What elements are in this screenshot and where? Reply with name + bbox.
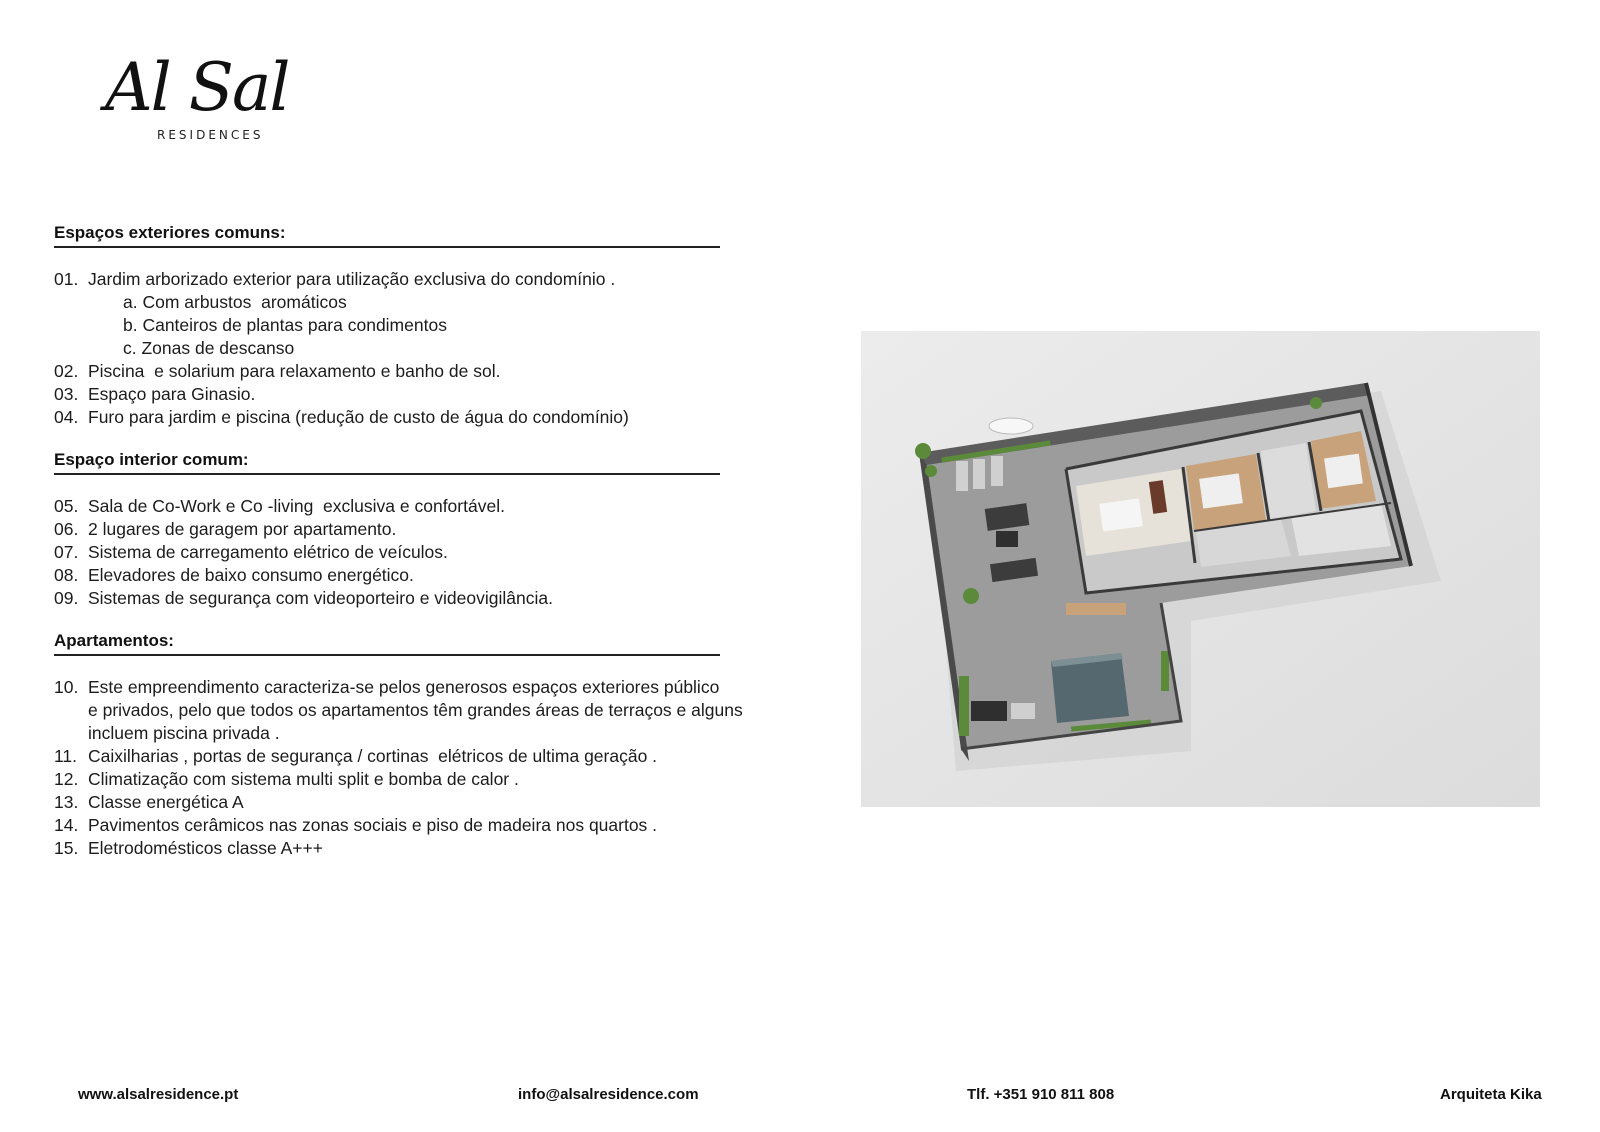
item-number: 14. [54, 815, 79, 835]
list-item [54, 518, 814, 541]
section-title-exteriores: Espaços exteriores comuns: [54, 222, 720, 248]
list-item [54, 564, 814, 587]
list-item [54, 360, 814, 383]
item-number: 12. [54, 769, 79, 789]
item-text: Sistema de carregamento elétrico de veículos. [88, 542, 448, 562]
sub-item: a. Com arbustos aromáticos [123, 292, 347, 312]
item-text: Espaço para Ginasio. [88, 384, 256, 404]
list-item [54, 268, 814, 291]
item-text: Jardim arborizado exterior para utilização exclusiva do condomínio . [88, 269, 616, 289]
list-item [54, 383, 814, 406]
footer-phone: Tlf. +351 910 811 808 [967, 1086, 1115, 1103]
list-item [54, 406, 814, 429]
list-item [54, 814, 814, 837]
brand-logo [105, 38, 289, 148]
item-text: Caixilharias , portas de segurança / cortinas elétricos de ultima geração . [88, 746, 658, 766]
item-number: 07. [54, 542, 79, 562]
list-item [54, 745, 814, 768]
footer-email-link[interactable]: info@alsalresidence.com [518, 1086, 699, 1103]
logo-subtitle: RESIDENCES [157, 128, 264, 142]
item-text: Este empreendimento caracteriza-se pelos generosos espaços exteriores público e privados, pelo que todos os apartamentos têm grandes áreas de terraços e alguns incluem piscina privada . [88, 677, 743, 743]
item-number: 02. [54, 361, 79, 381]
list-item [54, 587, 814, 610]
item-text: Eletrodomésticos classe A+++ [88, 838, 323, 858]
logo-wordmark: Al Sal [105, 49, 289, 126]
list-item [54, 768, 814, 791]
sub-item: c. Zonas de descanso [123, 338, 295, 358]
item-text: Furo para jardim e piscina (redução de custo de água do condomínio) [88, 407, 629, 427]
item-text: Sistemas de segurança com videoporteiro e videovigilância. [88, 588, 553, 608]
section-list-exteriores [54, 268, 814, 429]
sub-item: b. Canteiros de plantas para condimentos [123, 315, 447, 335]
list-item [54, 541, 814, 564]
item-text: Pavimentos cerâmicos nas zonas sociais e piso de madeira nos quartos . [88, 815, 658, 835]
item-number: 15. [54, 838, 79, 858]
item-number: 11. [54, 746, 78, 766]
item-text: Elevadores de baixo consumo energético. [88, 565, 414, 585]
list-item [54, 676, 814, 745]
section-title-interior: Espaço interior comum: [54, 449, 720, 475]
item-number: 05. [54, 496, 79, 516]
item-number: 06. [54, 519, 79, 539]
section-list-apartamentos [54, 676, 814, 860]
item-number: 03. [54, 384, 79, 404]
section-title-apartamentos: Apartamentos: [54, 630, 720, 656]
features-document [54, 222, 814, 880]
item-text: 2 lugares de garagem por apartamento. [88, 519, 397, 539]
list-item [54, 791, 814, 814]
floor-plan-render [861, 331, 1540, 807]
footer-architect: Arquiteta Kika [1440, 1086, 1542, 1103]
item-number: 01. [54, 269, 79, 289]
item-number: 10. [54, 677, 79, 697]
item-number: 08. [54, 565, 79, 585]
list-item [54, 495, 814, 518]
item-number: 13. [54, 792, 79, 812]
item-text: Piscina e solarium para relaxamento e banho de sol. [88, 361, 501, 381]
item-number: 04. [54, 407, 79, 427]
item-text: Climatização com sistema multi split e bomba de calor . [88, 769, 519, 789]
footer-website-link[interactable]: www.alsalresidence.pt [78, 1086, 239, 1103]
list-item [54, 837, 814, 860]
section-list-interior [54, 495, 814, 610]
item-text: Classe energética A [88, 792, 244, 812]
item-text: Sala de Co-Work e Co -living exclusiva e confortável. [88, 496, 505, 516]
item-number: 09. [54, 588, 79, 608]
